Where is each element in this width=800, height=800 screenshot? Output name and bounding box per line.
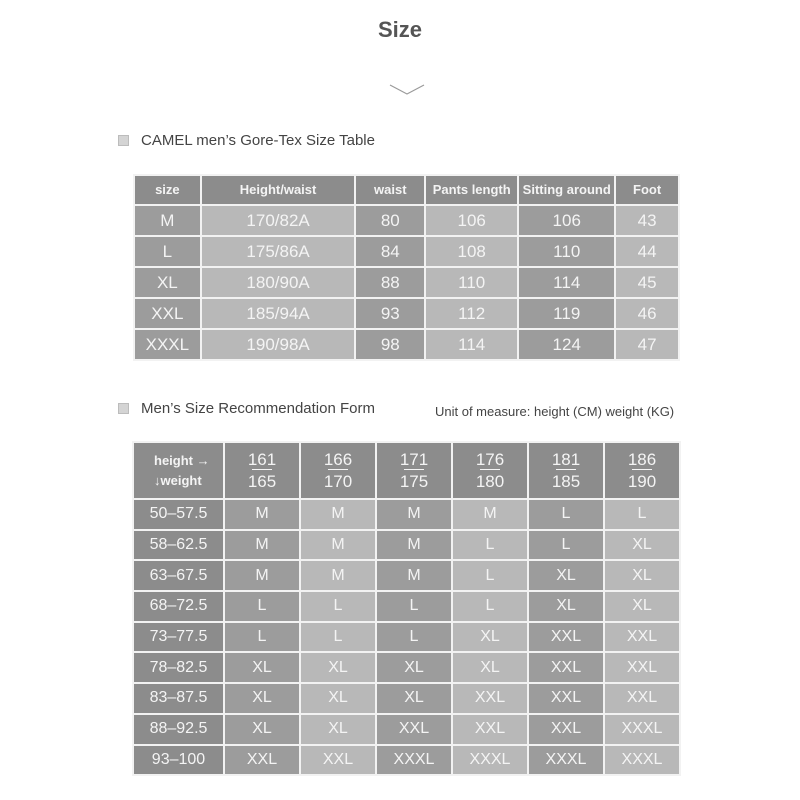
- recommended-size-cell: XXL: [605, 623, 679, 652]
- recommended-size-cell: XXXL: [377, 746, 451, 775]
- height-range-from: 181: [551, 449, 581, 469]
- recommended-size-cell: L: [605, 500, 679, 529]
- table-cell: 110: [426, 268, 517, 297]
- weight-range-cell: 50–57.5: [134, 500, 223, 529]
- corner-header: [134, 443, 223, 498]
- table-cell: 106: [426, 206, 517, 235]
- recommended-size-cell: XXL: [225, 746, 299, 775]
- weight-range-cell: 58–62.5: [134, 531, 223, 560]
- bullet-icon: [118, 403, 129, 414]
- column-header: waist: [356, 176, 424, 204]
- recommended-size-cell: M: [225, 500, 299, 529]
- table-cell: 88: [356, 268, 424, 297]
- table-cell: 170/82A: [202, 206, 355, 235]
- recommended-size-cell: XL: [605, 531, 679, 560]
- height-axis-label: height →: [154, 452, 210, 468]
- recommended-size-cell: L: [225, 623, 299, 652]
- recommended-size-cell: L: [453, 531, 527, 560]
- recommended-size-cell: XL: [453, 623, 527, 652]
- table-row: [134, 561, 679, 590]
- weight-range-cell: 68–72.5: [134, 592, 223, 621]
- recommended-size-cell: XL: [301, 715, 375, 744]
- recommended-size-cell: L: [377, 623, 451, 652]
- table-cell: 98: [356, 330, 424, 359]
- table-cell: 47: [616, 330, 678, 359]
- weight-range-cell: 63–67.5: [134, 561, 223, 590]
- recommended-size-cell: XL: [377, 653, 451, 682]
- column-header: size: [135, 176, 200, 204]
- recommended-size-cell: L: [225, 592, 299, 621]
- recommended-size-cell: L: [529, 500, 603, 529]
- recommended-size-cell: XXXL: [529, 746, 603, 775]
- recommended-size-cell: XXL: [377, 715, 451, 744]
- recommended-size-cell: M: [377, 500, 451, 529]
- table-row: [135, 206, 678, 235]
- column-header: Sitting around: [519, 176, 614, 204]
- recommended-size-cell: M: [377, 561, 451, 590]
- weight-range-cell: 93–100: [134, 746, 223, 775]
- unit-note: Unit of measure: height (CM) weight (KG): [435, 404, 675, 419]
- height-range-from: 161: [247, 449, 277, 469]
- recommended-size-cell: XXL: [529, 715, 603, 744]
- recommended-size-cell: XL: [453, 653, 527, 682]
- table-cell: 114: [519, 268, 614, 297]
- table-row: [134, 500, 679, 529]
- table-cell: 110: [519, 237, 614, 266]
- recommended-size-cell: XL: [301, 684, 375, 713]
- recommended-size-cell: XXXL: [453, 746, 527, 775]
- weight-range-cell: 88–92.5: [134, 715, 223, 744]
- table-row: [134, 531, 679, 560]
- recommended-size-cell: XXL: [529, 684, 603, 713]
- height-range-to: 190: [627, 471, 657, 491]
- recommended-size-cell: M: [301, 500, 375, 529]
- recommended-size-cell: XXL: [529, 623, 603, 652]
- table-row: [134, 623, 679, 652]
- height-range-header: [605, 443, 679, 498]
- height-range-to: 170: [323, 471, 353, 491]
- table-row: [134, 746, 679, 775]
- recommended-size-cell: M: [225, 561, 299, 590]
- size-recommendation-table: [132, 441, 681, 776]
- table-row: [134, 715, 679, 744]
- height-range-from: 176: [475, 449, 505, 469]
- table-row: [135, 299, 678, 328]
- height-range-header: [301, 443, 375, 498]
- height-range-to: 180: [475, 471, 505, 491]
- size-table-title: CAMEL men’s Gore-Tex Size Table: [141, 132, 375, 149]
- table-cell: 108: [426, 237, 517, 266]
- recommended-size-cell: XL: [301, 653, 375, 682]
- recommended-size-cell: M: [225, 531, 299, 560]
- recommended-size-cell: L: [453, 592, 527, 621]
- table-cell: 114: [426, 330, 517, 359]
- height-range-header: [529, 443, 603, 498]
- recommended-size-cell: XL: [605, 592, 679, 621]
- table-row: [134, 684, 679, 713]
- table-row: [135, 268, 678, 297]
- table-cell: 93: [356, 299, 424, 328]
- weight-axis-label: ↓weight: [154, 472, 202, 488]
- table-row: [135, 237, 678, 266]
- height-range-header: [453, 443, 527, 498]
- recommendation-header-row: [134, 443, 679, 498]
- size-table-heading: [118, 132, 375, 149]
- chevron-down-icon: [389, 84, 425, 96]
- table-cell: XXL: [135, 299, 200, 328]
- table-cell: 175/86A: [202, 237, 355, 266]
- table-cell: 46: [616, 299, 678, 328]
- bullet-icon: [118, 135, 129, 146]
- height-range-to: 165: [247, 471, 277, 491]
- recommendation-title: Men’s Size Recommendation Form: [141, 400, 375, 417]
- recommended-size-cell: L: [301, 592, 375, 621]
- recommended-size-cell: M: [377, 531, 451, 560]
- table-cell: XXXL: [135, 330, 200, 359]
- recommended-size-cell: M: [301, 561, 375, 590]
- recommendation-heading: [118, 400, 375, 417]
- table-cell: 45: [616, 268, 678, 297]
- recommended-size-cell: XXL: [605, 684, 679, 713]
- table-row: [134, 592, 679, 621]
- recommended-size-cell: M: [301, 531, 375, 560]
- recommended-size-cell: XL: [377, 684, 451, 713]
- recommended-size-cell: M: [453, 500, 527, 529]
- table-cell: 84: [356, 237, 424, 266]
- page-title: Size: [377, 17, 423, 42]
- recommended-size-cell: XXL: [529, 653, 603, 682]
- height-range-from: 171: [399, 449, 429, 469]
- table-cell: L: [135, 237, 200, 266]
- height-range-from: 186: [627, 449, 657, 469]
- recommended-size-cell: XXL: [605, 653, 679, 682]
- table-cell: 80: [356, 206, 424, 235]
- recommended-size-cell: XL: [225, 684, 299, 713]
- table-cell: XL: [135, 268, 200, 297]
- recommended-size-cell: L: [301, 623, 375, 652]
- recommended-size-cell: XL: [605, 561, 679, 590]
- table-cell: 185/94A: [202, 299, 355, 328]
- weight-range-cell: 78–82.5: [134, 653, 223, 682]
- recommended-size-cell: XXXL: [605, 715, 679, 744]
- recommended-size-cell: XXL: [453, 715, 527, 744]
- column-header: Height/waist: [202, 176, 355, 204]
- size-table: [133, 174, 680, 361]
- recommended-size-cell: XXL: [301, 746, 375, 775]
- table-cell: 112: [426, 299, 517, 328]
- table-cell: 106: [519, 206, 614, 235]
- table-cell: 124: [519, 330, 614, 359]
- recommended-size-cell: XL: [529, 592, 603, 621]
- column-header: Foot: [616, 176, 678, 204]
- weight-range-cell: 83–87.5: [134, 684, 223, 713]
- recommended-size-cell: L: [453, 561, 527, 590]
- height-range-header: [377, 443, 451, 498]
- table-cell: 43: [616, 206, 678, 235]
- recommended-size-cell: L: [377, 592, 451, 621]
- recommended-size-cell: XL: [225, 715, 299, 744]
- recommended-size-cell: XXXL: [605, 746, 679, 775]
- weight-range-cell: 73–77.5: [134, 623, 223, 652]
- table-row: [134, 653, 679, 682]
- recommended-size-cell: XL: [225, 653, 299, 682]
- size-table-header-row: [135, 176, 678, 204]
- table-cell: 44: [616, 237, 678, 266]
- recommended-size-cell: L: [529, 531, 603, 560]
- recommended-size-cell: XL: [529, 561, 603, 590]
- table-cell: 180/90A: [202, 268, 355, 297]
- recommended-size-cell: XXL: [453, 684, 527, 713]
- height-range-to: 175: [399, 471, 429, 491]
- column-header: Pants length: [426, 176, 517, 204]
- height-range-header: [225, 443, 299, 498]
- table-cell: 190/98A: [202, 330, 355, 359]
- table-row: [135, 330, 678, 359]
- table-cell: 119: [519, 299, 614, 328]
- table-cell: M: [135, 206, 200, 235]
- height-range-from: 166: [323, 449, 353, 469]
- height-range-to: 185: [551, 471, 581, 491]
